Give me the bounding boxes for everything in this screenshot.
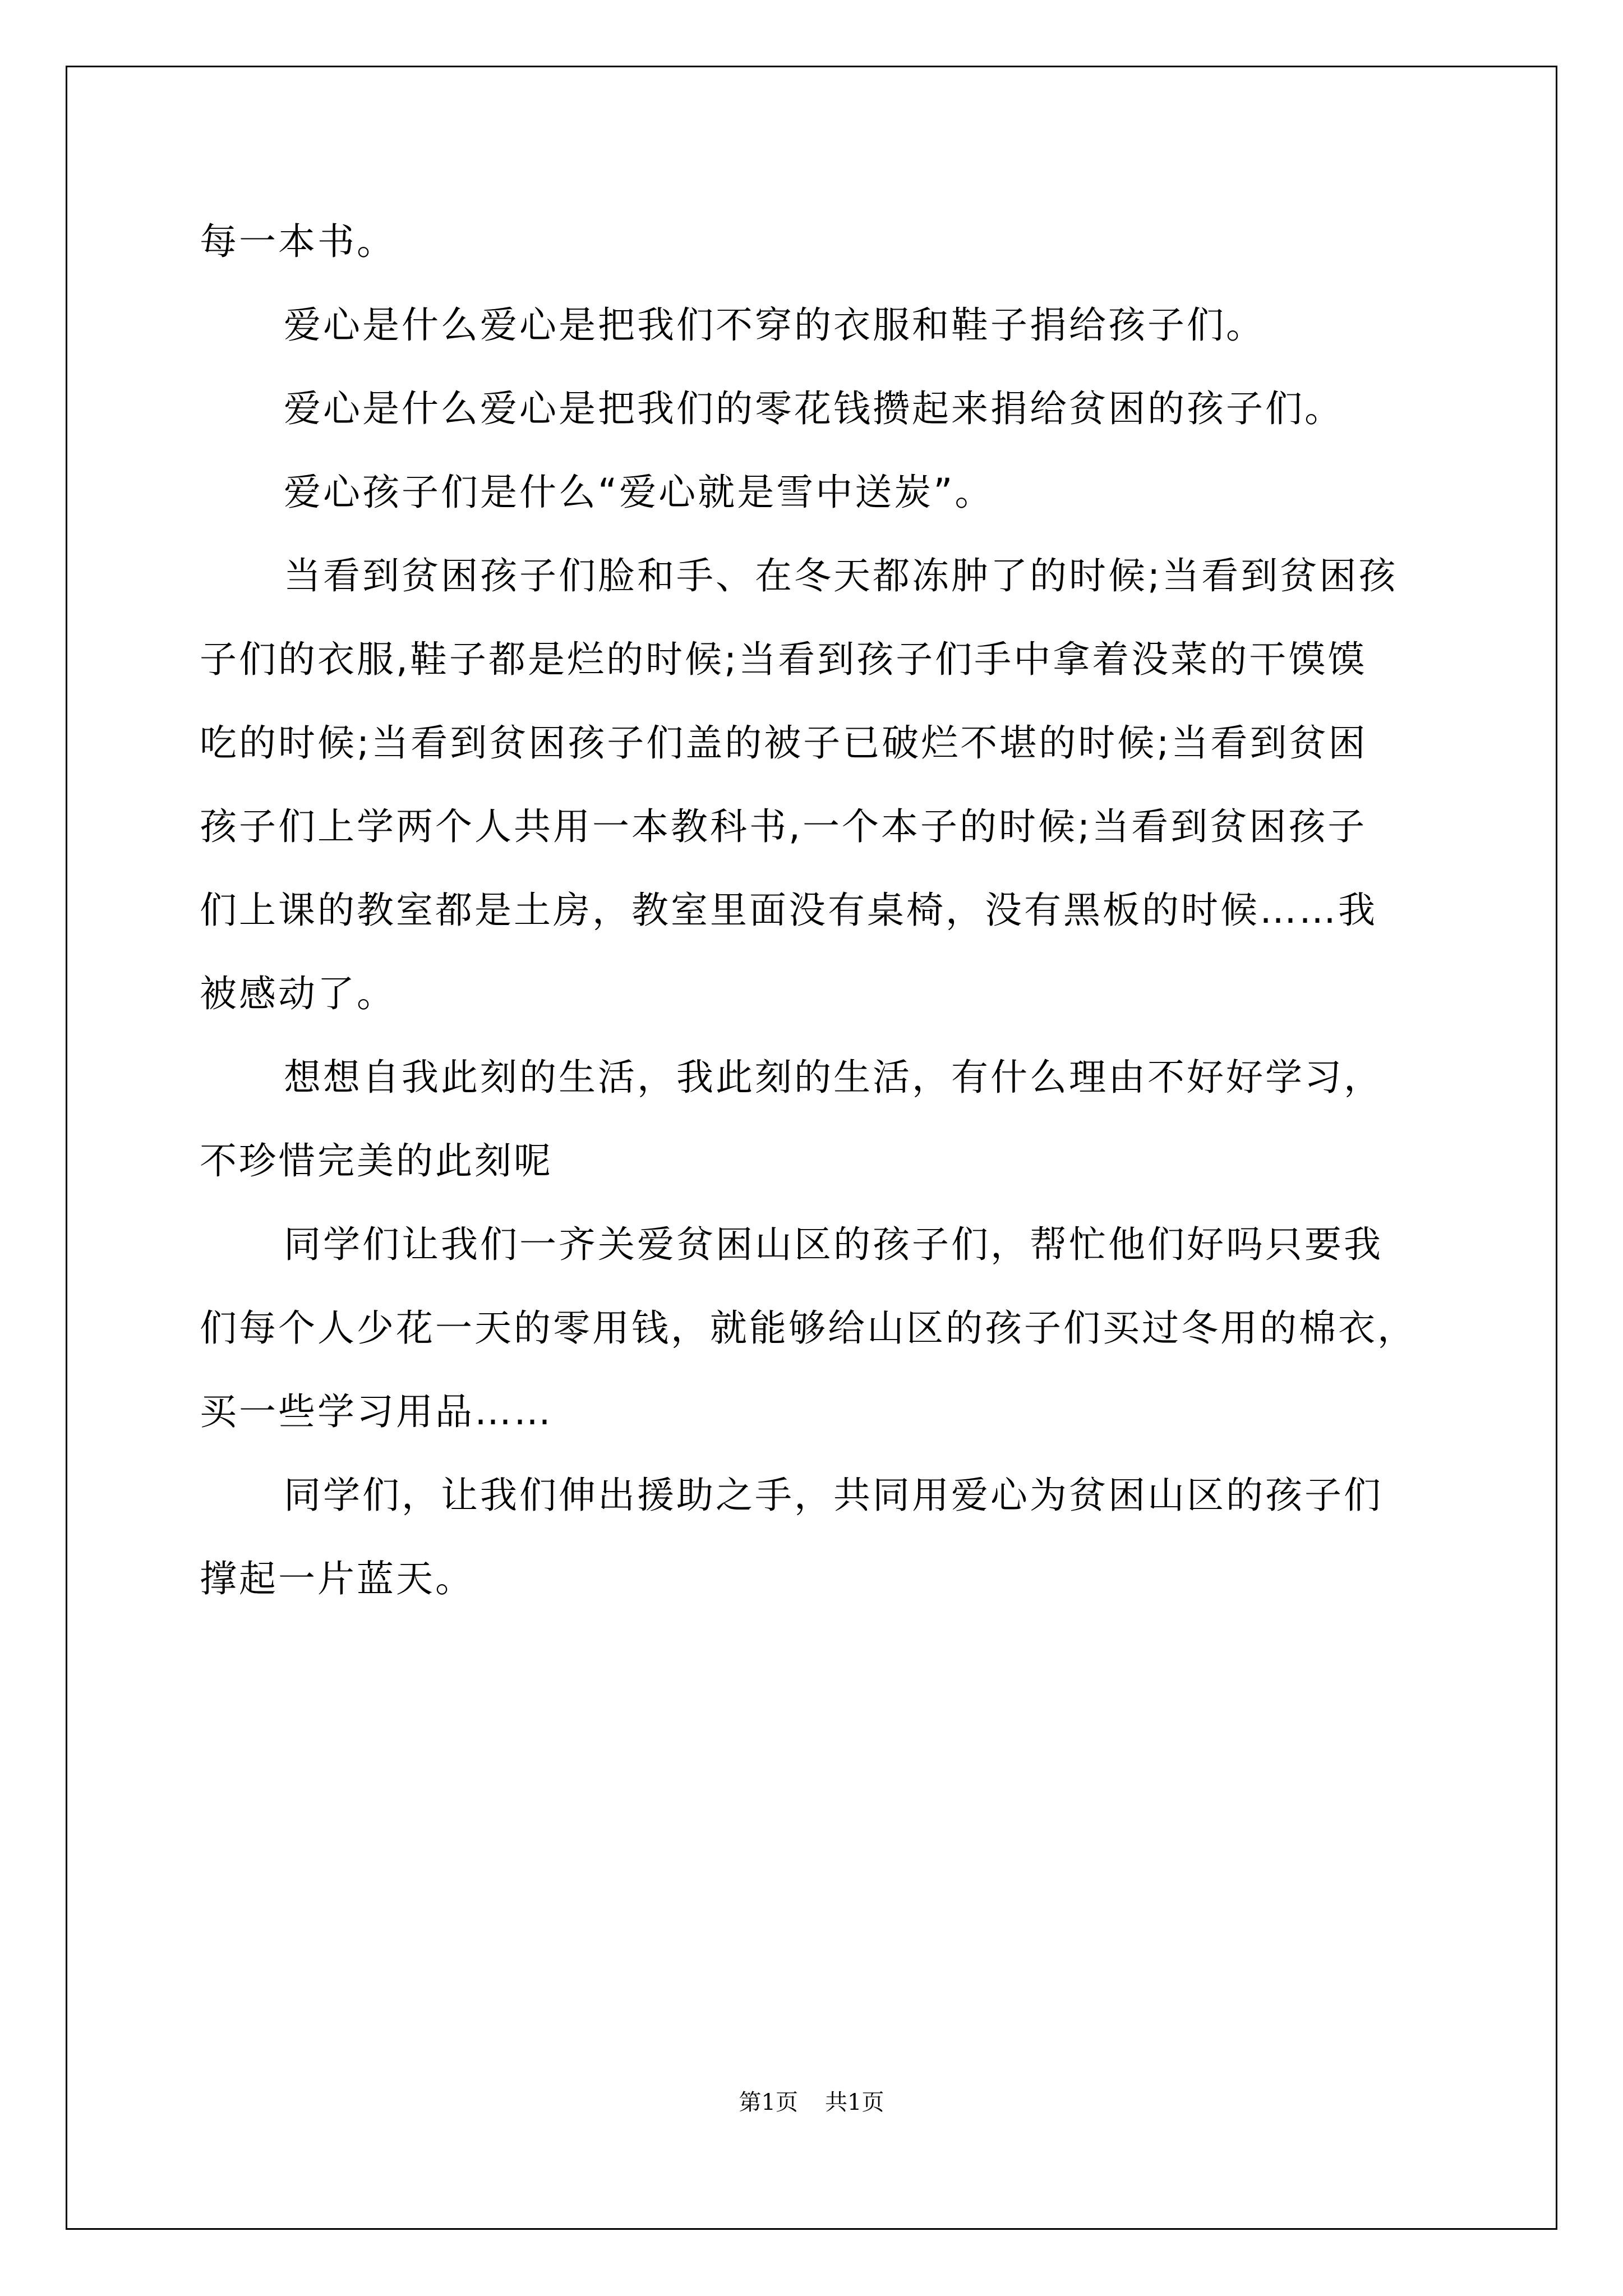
paragraph-line: 爱心是什么爱心是把我们不穿的衣服和鞋子捐给孩子们。 — [284, 303, 1265, 347]
text-line: 吃的时候;当看到贫困孩子们盖的被子已破烂不堪的时候;当看到贫困 — [200, 721, 1368, 765]
text-line: 撑起一片蓝天。 — [200, 1557, 474, 1600]
page-number: 第1页 — [739, 2090, 798, 2115]
paragraph-line: 当看到贫困孩子们脸和手、在冬天都冻肿了的时候;当看到贫困孩 — [284, 554, 1398, 597]
text-line: 孩子们上学两个人共用一本教科书,一个本子的时候;当看到贫困孩子 — [200, 805, 1367, 848]
text-line: 被感动了。 — [200, 972, 396, 1015]
text-line: 子们的衣服,鞋子都是烂的时候;当看到孩子们手中拿着没菜的干馍馍 — [200, 638, 1367, 681]
page-total: 共1页 — [825, 2090, 884, 2115]
text-line: 不珍惜完美的此刻呢 — [200, 1139, 553, 1182]
text-line: 买一些学习用品…… — [200, 1390, 553, 1433]
text-line: 们每个人少花一天的零用钱，就能够给山区的孩子们买过冬用的棉衣， — [200, 1306, 1417, 1350]
text-line: 们上课的教室都是土房，教室里面没有桌椅，没有黑板的时候……我 — [200, 889, 1377, 932]
page-footer — [0, 2085, 1623, 2116]
paragraph-line: 想想自我此刻的生活，我此刻的生活，有什么理由不好好学习， — [284, 1056, 1383, 1099]
paragraph-line: 同学们，让我们伸出援助之手，共同用爱心为贫困山区的孩子们 — [284, 1474, 1383, 1517]
text-line: 每一本书。 — [200, 220, 396, 263]
paragraph-line: 爱心孩子们是什么“爱心就是雪中送炭”。 — [284, 471, 994, 514]
paragraph-line: 同学们让我们一齐关爱贫困山区的孩子们，帮忙他们好吗只要我 — [284, 1223, 1383, 1266]
paragraph-line: 爱心是什么爱心是把我们的零花钱攒起来捐给贫困的孩子们。 — [284, 387, 1344, 430]
